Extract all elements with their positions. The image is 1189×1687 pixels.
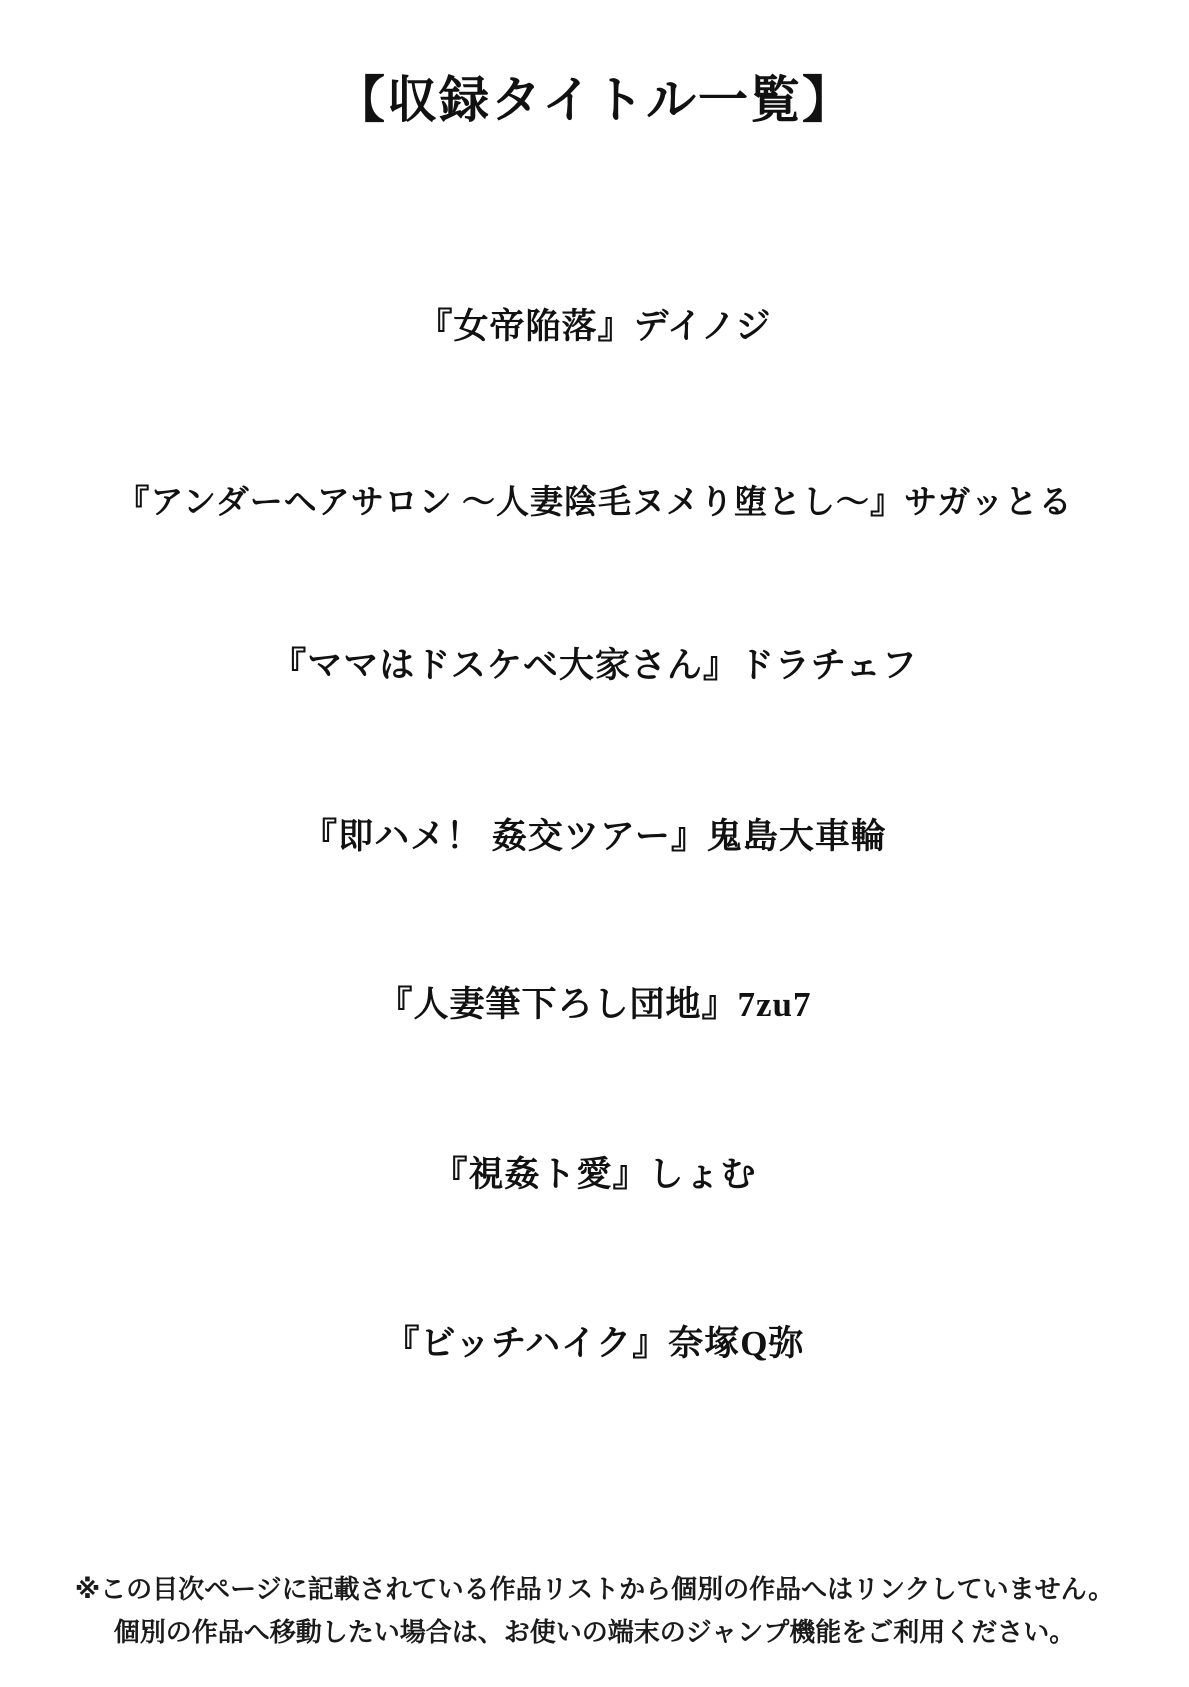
page-title: 【収録タイトル一覧】 [335, 72, 854, 128]
toc-item: 『即ハメ！ 姦交ツアー』鬼島大車輪 [302, 817, 887, 856]
toc-item: 『ママはドスケベ大家さん』ドラチェフ [271, 646, 918, 685]
toc-item: 『ビッチハイク』奈塚Q弥 [384, 1324, 805, 1363]
toc-item: 『アンダーヘアサロン ～人妻陰毛ヌメり堕とし～』サガッとる [116, 485, 1073, 521]
footer-note-line1: ※この目次ページに記載されている作品リストから個別の作品へはリンクしていません。 [74, 1574, 1115, 1604]
toc-item: 『人妻筆下ろし団地』7zu7 [377, 985, 812, 1024]
toc-item: 『女帝陥落』デイノジ [417, 307, 772, 346]
toc-item: 『視姦ト愛』しょむ [432, 1155, 757, 1194]
footer-note-line2: 個別の作品へ移動したい場合は、お使いの端末のジャンプ機能をご利用ください。 [113, 1617, 1076, 1647]
